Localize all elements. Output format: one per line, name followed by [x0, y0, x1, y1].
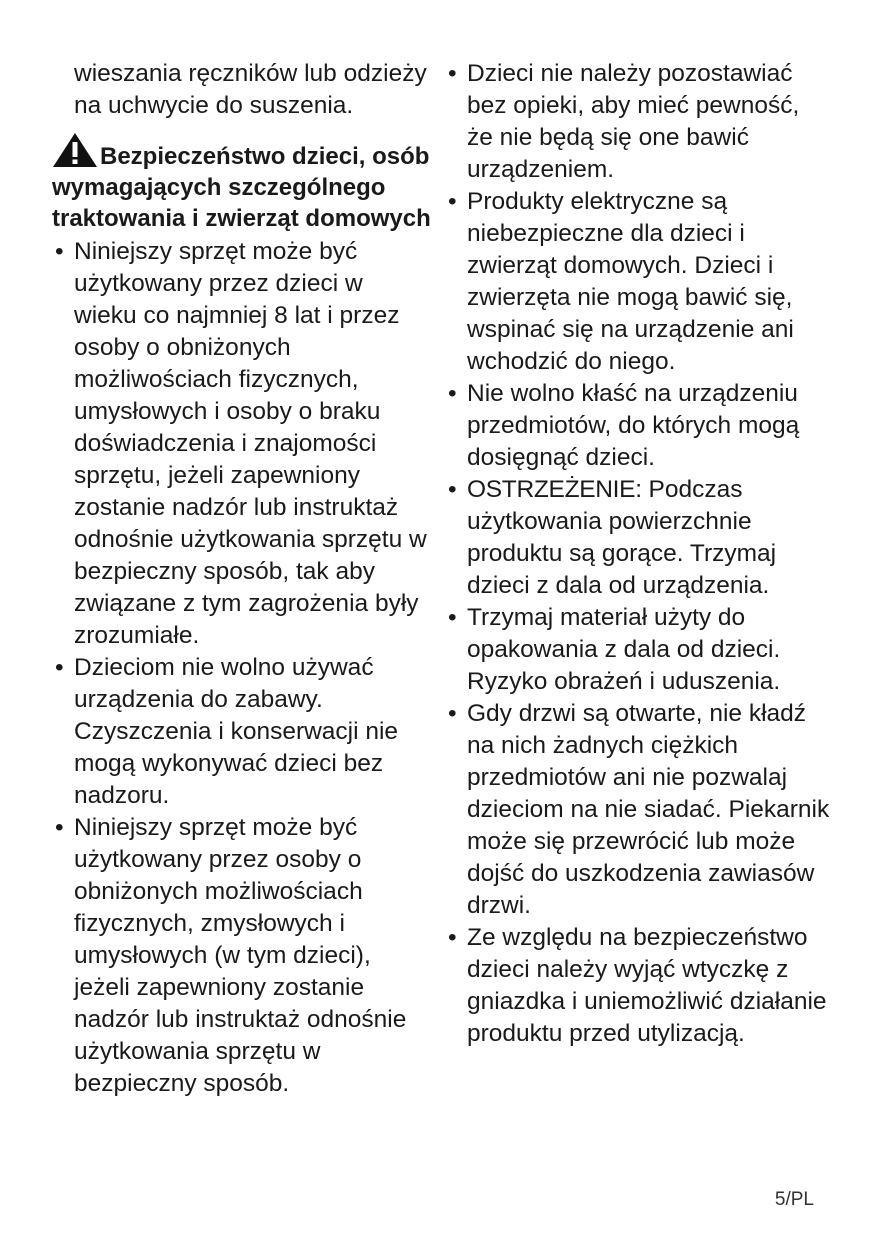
right-bullet-list — [445, 58, 830, 1050]
list-item: • Trzymaj materiał użyty do opakowania z dala od dzieci. Ryzyko obrażeń i uduszenia. — [445, 602, 830, 698]
list-item: • Dzieciom nie wolno używać urządzenia do zabawy. Czyszczenia i konserwacji nie mogą wykonywać dzieci bez nadzoru. — [52, 652, 432, 812]
right-column — [445, 58, 830, 1050]
list-item: • Nie wolno kłaść na urządzeniu przedmiotów, do których mogą dosięgnąć dzieci. — [445, 378, 830, 474]
left-column — [52, 58, 432, 1100]
left-bullet-list — [52, 236, 432, 1100]
list-item: • Niniejszy sprzęt może być użytkowany przez dzieci w wieku co najmniej 8 lat i przez osoby o obniżonych możliwościach fizycznych, umysłowych i osoby o braku doświadczenia i znajomości sprzętu, jeżeli zapewniony zostanie nadzór lub instruktaż odnośnie użytkowania sprzętu w bezpieczny sposób, tak aby związane z tym zagrożenia były zrozumiałe. — [52, 236, 432, 652]
page-number: 5/PL — [774, 1189, 814, 1210]
warning-triangle-icon — [52, 132, 98, 168]
continuation-text: wieszania ręczników lub odzieży na uchwycie do suszenia. — [74, 60, 427, 119]
section-heading — [52, 132, 432, 234]
list-item: • Niniejszy sprzęt może być użytkowany przez osoby o obniżonych możliwościach fizycznych, zmysłowych i umysłowych (w tym dzieci), jeżeli zapewniony zostanie nadzór lub instruktaż odnośnie użytkowania sprzętu w bezpieczny sposób. — [52, 812, 432, 1100]
list-item: • Ze względu na bezpieczeństwo dzieci należy wyjąć wtyczkę z gniazdka i uniemożliwić działanie produktu przed utylizacją. — [445, 922, 830, 1050]
list-item: • Gdy drzwi są otwarte, nie kładź na nich żadnych ciężkich przedmiotów ani nie pozwalaj dzieciom na nie siadać. Piekarnik może się przewrócić lub może dojść do uszkodzenia zawiasów drzwi. — [445, 698, 830, 922]
warning-list-item — [445, 474, 830, 602]
section-heading-text: Bezpieczeństwo dzieci, osób wymagających szczególnego traktowania i zwierząt domowych — [52, 143, 431, 232]
list-item: • Dzieci nie należy pozostawiać bez opieki, aby mieć pewność, że nie będą się one bawić urządzeniem. — [445, 58, 830, 186]
warning-label: OSTRZEŻENIE: — [467, 476, 642, 503]
list-item: • Produkty elektryczne są niebezpieczne dla dzieci i zwierząt domowych. Dzieci i zwierzęta nie mogą bawić się, wspinać się na urządzenie ani wchodzić do niego. — [445, 186, 830, 378]
warning-text: Podczas użytkowania powierzchnie produktu są gorące. Trzymaj dzieci z dala od urządzenia. — [467, 476, 777, 599]
